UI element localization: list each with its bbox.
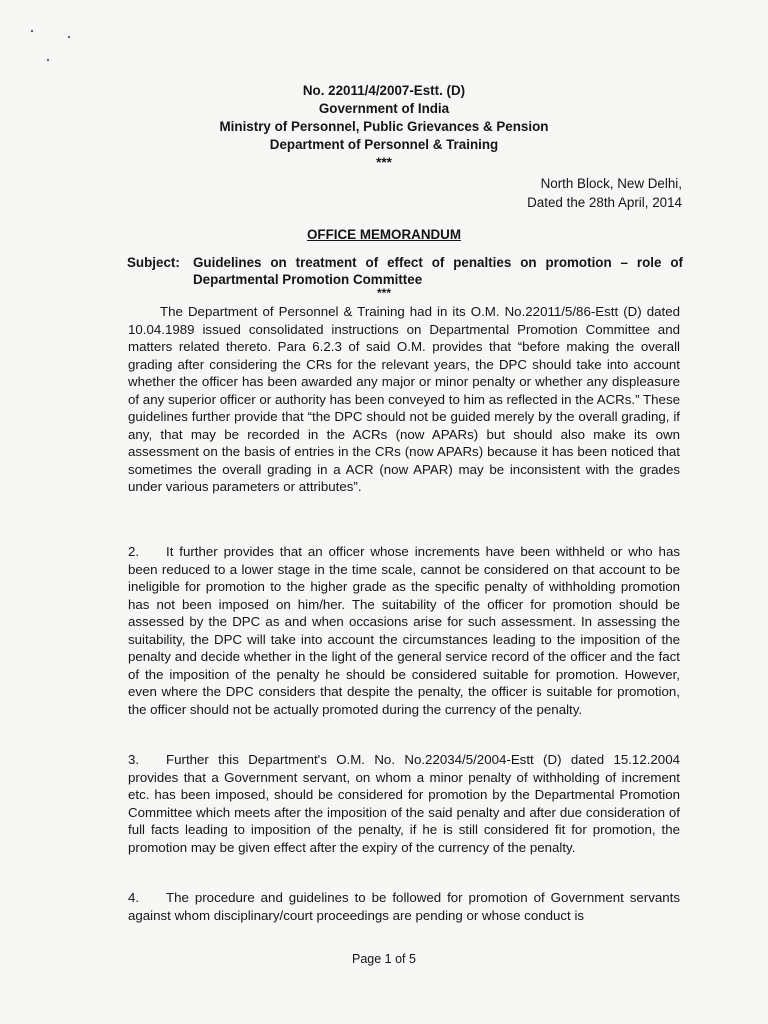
paragraph-4-text: The procedure and guidelines to be followed for promotion of Government servants against whom disciplinary/court proceedings are pending or whose conduct is: [128, 890, 680, 923]
subject-label: Subject:: [127, 255, 180, 270]
government-name: Government of India: [318, 101, 450, 116]
paragraph-4-number: 4.: [128, 890, 140, 905]
date: Dated the 28th April, 2014: [527, 195, 682, 210]
department-name: Department of Personnel & Training: [269, 137, 499, 152]
paragraph-2-number: 2.: [128, 544, 140, 559]
file-number: No. 22011/4/2007-Estt. (D): [302, 83, 466, 98]
location: North Block, New Delhi,: [540, 176, 682, 191]
paragraph-1-text: The Department of Personnel & Training had in its O.M. No.22011/5/86-Estt (D) dated 10.04.1989 issued consolidated instructions on Departmental Promotion Committee and matters related thereto. Para 6.2.3 of said O.M. provides that “before making the overall grading after considering the CRs for the relevant years, the DPC should take into account whether the officer has been awarded any major or minor penalty or whether any displeasure of any superior officer or authority has been conveyed to him as reflected in the ACRs.” These guidelines further provide that “the DPC should not be guided merely by the overall grading, if any, that may be recorded in the ACRs (now APARs) but should also make its own assessment on the basis of entries in the CRs (now APARs) because it has been noticed that sometimes the overall grading in a ACR (now APAR) may be inconsistent with the grades under various parameters or attributes”.: [128, 304, 680, 495]
letter-header: [0, 82, 768, 172]
subject-text: Guidelines on treatment of effect of penalties on promotion – role of Departmental Promotion Committee: [193, 255, 683, 287]
subject-separator: ***: [376, 286, 391, 300]
paragraph-3-number: 3.: [128, 752, 140, 767]
paragraph-3-text: Further this Department's O.M. No. No.22034/5/2004-Estt (D) dated 15.12.2004 provides that a Government servant, on whom a minor penalty of withholding of increment etc. has been imposed, should be considered for promotion by the Departmental Promotion Committee which meets after the imposition of the said penalty and after due consideration of full facts leading to imposition of the penalty, if he is still considered fit for promotion, the promotion may be given effect after the expiry of the currency of the penalty.: [128, 752, 680, 855]
page-number: Page 1 of 5: [352, 952, 416, 966]
ministry-name: Ministry of Personnel, Public Grievances & Pension: [219, 119, 549, 134]
paragraph-3: [128, 751, 680, 856]
paragraph-4: [128, 889, 680, 924]
paragraph-1: [128, 303, 680, 496]
paragraph-2: [128, 543, 680, 718]
place-and-date: [527, 174, 682, 212]
memo-title: OFFICE MEMORANDUM: [307, 227, 461, 242]
paragraph-2-text: It further provides that an officer whose increments have been withheld or who has been reduced to a lower stage in the time scale, cannot be considered on that account to be ineligible for promotion to the higher grade as the specific penalty of withholding promotion has not been imposed on him/her. The suitability of the officer for promotion should be assessed by the DPC as and when occasions arise for such assessment. In assessing the suitability, the DPC will take into account the circumstances leading to the imposition of the penalty and decide whether in the light of the general service record of the officer and the fact of the imposition of the penalty he should be considered suitable for promotion. However, even where the DPC considers that despite the penalty, the officer is suitable for promotion, the officer should not be actually promoted during the currency of the penalty.: [128, 544, 680, 717]
header-separator: ***: [376, 155, 392, 170]
subject-block: [127, 254, 683, 288]
